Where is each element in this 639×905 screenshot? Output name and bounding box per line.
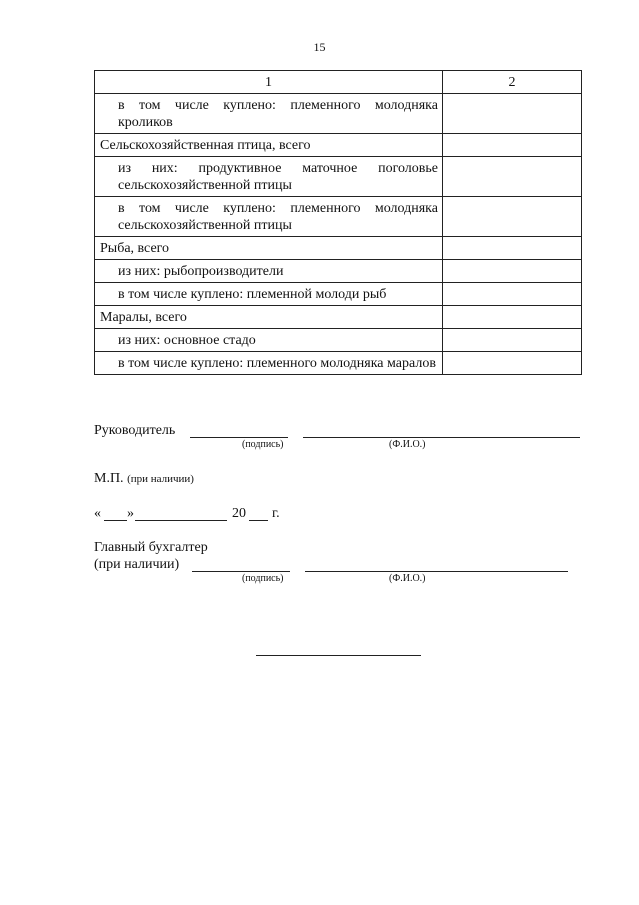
date-year-line[interactable]: [249, 520, 268, 521]
accountant-name-caption: (Ф.И.О.): [389, 573, 426, 584]
date-year-prefix: 20: [232, 506, 246, 521]
table-row: [95, 260, 582, 283]
table-row: [95, 197, 582, 237]
row-value-cell[interactable]: [443, 157, 582, 197]
row-value-cell[interactable]: [443, 283, 582, 306]
page-number: 15: [313, 40, 326, 54]
head-name-line[interactable]: [303, 437, 580, 438]
row-label-cell: [95, 94, 443, 134]
row-value-cell[interactable]: [443, 94, 582, 134]
form-table: [94, 70, 582, 375]
row-label: Маралы, всего: [100, 310, 187, 325]
table-row: [95, 352, 582, 375]
table-row: [95, 237, 582, 260]
date-day-line[interactable]: [104, 520, 127, 521]
column-header-2: 2: [443, 71, 582, 94]
table-row: [95, 283, 582, 306]
row-label-cell: [95, 329, 443, 352]
row-label-cell: [95, 237, 443, 260]
date-year-suffix: г.: [272, 506, 280, 521]
accountant-label-line2: (при наличии): [94, 557, 180, 572]
head-signature-line[interactable]: [190, 437, 288, 438]
row-label-cell: [95, 352, 443, 375]
date-close-quote: »: [127, 506, 134, 521]
accountant-signature-line[interactable]: [192, 571, 290, 572]
row-value-cell[interactable]: [443, 306, 582, 329]
row-label: Сельскохозяйственная птица, всего: [100, 138, 311, 153]
row-label: из них: продуктивное маточное поголовье сельскохозяйственной птицы: [118, 161, 438, 193]
accountant-name-line[interactable]: [305, 571, 568, 572]
row-label-cell: [95, 157, 443, 197]
head-label: Руководитель: [94, 423, 176, 438]
stamp-note: (при наличии): [127, 473, 194, 485]
stamp-label-group: [94, 471, 194, 487]
row-label-cell: [95, 260, 443, 283]
table-row: [95, 306, 582, 329]
table-row: [95, 134, 582, 157]
row-value-cell[interactable]: [443, 237, 582, 260]
row-value-cell[interactable]: [443, 329, 582, 352]
head-signature-caption: (подпись): [242, 439, 284, 450]
table-header-row: [95, 71, 582, 94]
row-label-cell: [95, 306, 443, 329]
accountant-signature-caption: (подпись): [242, 573, 284, 584]
date-month-line[interactable]: [135, 520, 227, 521]
row-value-cell[interactable]: [443, 134, 582, 157]
head-name-caption: (Ф.И.О.): [389, 439, 426, 450]
row-value-cell[interactable]: [443, 260, 582, 283]
bottom-separator-line: [256, 655, 421, 656]
row-label: Рыба, всего: [100, 241, 170, 256]
row-label: из них: рыбопроизводители: [118, 264, 284, 279]
table-row: [95, 157, 582, 197]
row-label: в том числе куплено: племенного молодняка сельскохозяйственной птицы: [118, 201, 438, 233]
column-header-1: 1: [95, 71, 443, 94]
row-label: в том числе куплено: племенного молодняка маралов: [118, 356, 436, 371]
row-label-cell: [95, 283, 443, 306]
row-value-cell[interactable]: [443, 352, 582, 375]
row-label: в том числе куплено: племенного молодняка кроликов: [118, 98, 438, 130]
row-label-cell: [95, 197, 443, 237]
row-label: из них: основное стадо: [118, 333, 256, 348]
accountant-label-line1: Главный бухгалтер: [94, 540, 208, 555]
table-row: [95, 329, 582, 352]
row-label: в том числе куплено: племенной молоди рыб: [118, 287, 387, 302]
date-open-quote: «: [94, 506, 101, 521]
row-value-cell[interactable]: [443, 197, 582, 237]
row-label-cell: [95, 134, 443, 157]
stamp-label: М.П.: [94, 471, 124, 486]
table-row: [95, 94, 582, 134]
